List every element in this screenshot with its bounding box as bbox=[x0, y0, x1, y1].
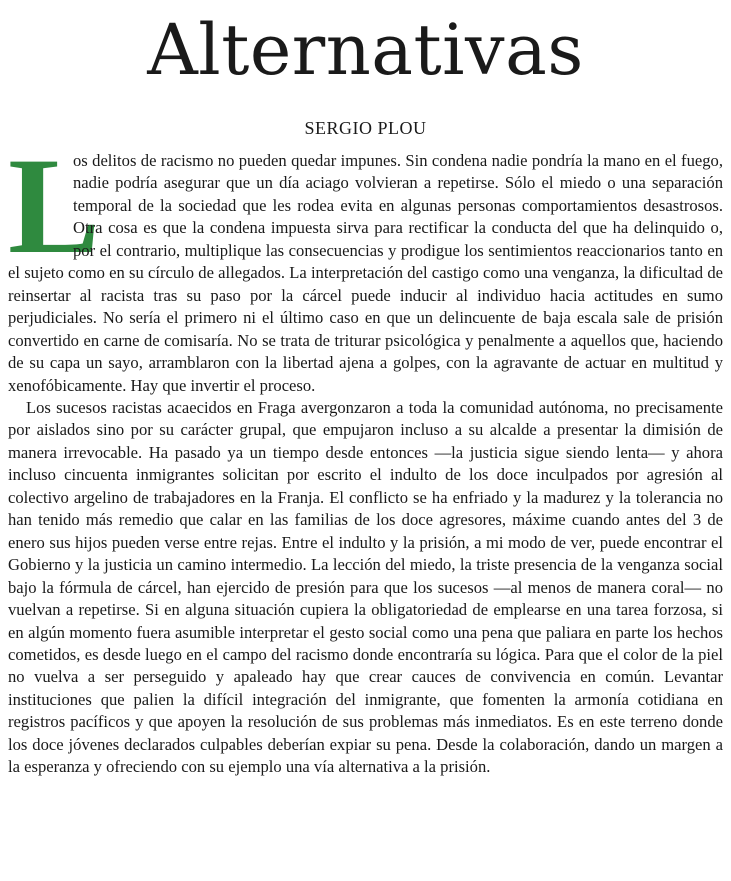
paragraph-1 bbox=[8, 129, 723, 397]
byline: SERGIO PLOU bbox=[304, 118, 427, 138]
paragraph-1-text: os delitos de racismo no pueden quedar impunes. Sin condena nadie pondría la mano en el fuego, nadie podría asegurar que un día aciago volvieran a repetirse. Sólo el miedo o una separación temporal de la sociedad que les rodea evita en algunas personas comportamientos desastrosos. Otra cosa es que la condena impuesta sirva para rectificar la conducta del que ha delinquido o, por el contrario, multiplique las consecuencias y prodigue los sentimientos reaccionarios tanto en el sujeto como en su círculo de allegados. La interpretación del castigo como una venganza, la dificultad de reinsertar al racista tras su paso por la cárcel puede inducir al individuo hacia actitudes en sumo perjudiciales. No sería el primero ni el último caso en que un delincuente de baja escala sale de prisión convertido en carne de comisaría. No se trata de triturar psicológica y penalmente a aquellos que, haciendo de su capa un sayo, arramblaron con la libertad ajena a golpes, con la agravante de actuar en multitud y xenofóbicamente. Hay que invertir el proceso. bbox=[8, 151, 723, 395]
paragraph-2: Los sucesos racistas acaecidos en Fraga avergonzaron a toda la comunidad autónoma, no precisamente por aislados sino por su carácter grupal, que empujaron incluso a su alcalde a presentar la dimisión de manera irrevocable. Ha pasado ya un tiempo desde entonces —la justicia sigue siendo lenta— y ahora incluso cincuenta inmigrantes solicitan por escrito el indulto de los doce inculpados por agresión al colectivo argelino de trabajadores en la Franja. El conflicto se ha enfriado y la madurez y la tolerancia no han tenido más remedio que calar en las familias de los doce agresores, máxime cuando antes del 3 de enero sus hijos pueden verse entre rejas. Entre el indulto y la prisión, a mi modo de ver, puede encontrar el Gobierno y la justicia un camino intermedio. La lección del miedo, la triste presencia de la venganza social bajo la fórmula de cárcel, han ejercido de presión para que los sucesos —al menos de manera coral— no vuelvan a repetirse. Si en alguna situación cupiera la obligatoriedad de emplearse en una tarea forzosa, si en algún momento fuera asumible interpretar el gesto social como una pena que paliara en parte los hechos cometidos, es desde luego en el campo del racismo donde encontraría su lógica. Para que el color de la piel no vuelva a ser perseguido y apaleado hay que crear cauces de convivencia en común. Levantar instituciones que palien la difícil integración del inmigrante, que fomenten la armonía cotidiana en registros pacíficos y que apoyen la resolución de sus problemas más inmediatos. Es en este terreno donde los doce jóvenes declarados culpables deberían expiar su pena. Desde la colaboración, dando un margen a la esperanza y ofreciendo con su ejemplo una vía alternativa a la prisión. bbox=[8, 397, 723, 777]
headline: Alternativas bbox=[147, 9, 584, 91]
article-body bbox=[8, 129, 723, 779]
drop-cap: L bbox=[8, 129, 101, 282]
